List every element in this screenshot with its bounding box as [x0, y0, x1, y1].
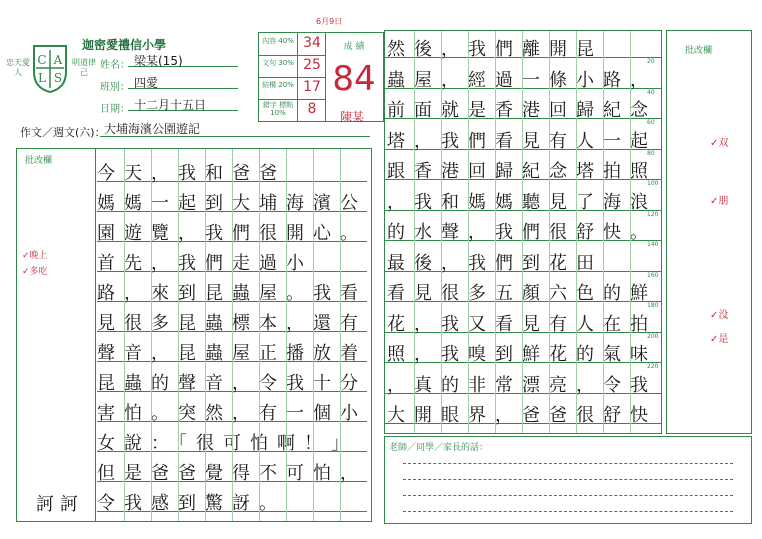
comment-label: 老師／同學／家長的話：	[389, 443, 489, 453]
row-number: 180	[647, 302, 659, 309]
date-stamp-note: 6月9日	[316, 17, 343, 26]
essay-row-right: 照，我嗅到鮮花的氣味	[387, 344, 657, 365]
row-number: 160	[647, 271, 659, 279]
essay-row-right: 大開眼界，爸爸很舒快	[387, 405, 657, 426]
motto-right: 明道律己	[72, 58, 96, 77]
row-number: 60	[647, 119, 655, 126]
row-number: 100	[647, 180, 659, 187]
essay-row-left: 女說：「很可怕啊！」	[97, 433, 358, 454]
essay-row-left: 園遊覽，我們很開心。	[97, 223, 367, 244]
score-table	[258, 32, 384, 122]
essay-row-right: 的水聲，我們很舒快。	[387, 222, 657, 243]
essay-row-left: 害怕。突然，有一個小	[97, 403, 367, 424]
essay-row-right: 塔，我們看見有人一起	[387, 130, 657, 152]
essay-row-right: 花，我又看見有人在拍	[387, 313, 657, 335]
essay-row-left: 路，來到昆蟲屋。我看	[97, 283, 367, 304]
svg-text:A: A	[53, 53, 63, 67]
margin-note-left-2: ✓多吃	[22, 267, 48, 277]
essay-row-right: 跟香港回歸紀念塔拍照	[387, 161, 657, 182]
left-writing-grid	[16, 148, 372, 522]
essay-title: 大埔海濱公園遊記	[104, 122, 201, 136]
essay-type-label: 作文／週文(六)：	[20, 126, 106, 139]
correction-char-2: 訶	[60, 494, 78, 515]
date-label: 日期：	[100, 104, 130, 115]
row-number: 80	[647, 149, 655, 157]
essay-row-left: 昆蟲的聲音，令我十分	[97, 373, 367, 394]
class-label: 班別：	[100, 82, 130, 93]
margin-note-left-1: ✓晚上	[22, 251, 48, 261]
total-score: 84	[332, 59, 376, 99]
essay-row-left: 聲音，昆蟲屋正播放着	[97, 343, 367, 364]
comment-box	[384, 436, 752, 524]
margin-note-right-2: ✓朋	[710, 196, 729, 207]
right-correction-label: 批改欄	[685, 46, 713, 56]
essay-row-left: 但是爸爸覺得不可怕，	[97, 463, 367, 484]
row-number: 220	[647, 363, 659, 370]
essay-row-left: 令我感到驚訝。	[97, 493, 286, 514]
right-correction-column	[666, 30, 752, 434]
correction-char-1: 訶	[36, 494, 54, 515]
svg-text:S: S	[53, 71, 63, 85]
name-value: 梁某(15)	[134, 54, 183, 68]
score-value-sentence: 25	[303, 57, 321, 73]
score-value-content: 34	[303, 35, 321, 51]
score-value-errors: 8	[307, 101, 317, 117]
row-number: 140	[647, 241, 659, 248]
essay-row-right: 蟲屋，經過一條小路，	[387, 69, 657, 91]
class-value: 四愛	[134, 76, 159, 90]
margin-note-right-1: ✓双	[710, 138, 729, 149]
margin-note-right-3: ✓没	[710, 310, 729, 321]
svg-text:C: C	[37, 53, 47, 67]
svg-text:L: L	[38, 71, 46, 85]
essay-row-right: 然後，我們離開昆	[387, 39, 603, 60]
left-correction-label: 批改欄	[25, 156, 53, 166]
row-number: 200	[647, 332, 659, 340]
right-writing-grid	[384, 30, 662, 434]
essay-row-left: 見很多昆蟲標本，還有	[97, 313, 367, 334]
row-number: 40	[647, 88, 655, 96]
essay-row-right: 最後，我們到花田	[387, 252, 603, 274]
essay-row-right: 前面就是香港回歸紀念	[387, 100, 657, 121]
row-number: 120	[647, 210, 659, 218]
row-number: 20	[647, 58, 655, 65]
score-label-content: 內容 40%	[262, 37, 294, 45]
name-label: 姓名：	[100, 60, 130, 71]
total-label: 成 績	[343, 42, 365, 52]
score-value-structure: 17	[303, 79, 321, 95]
essay-row-right: ，真的非常漂亮，令我	[387, 374, 657, 396]
school-logo	[30, 42, 70, 94]
teacher-signature: 陳某	[340, 110, 365, 124]
essay-row-right: ，我和媽媽聽見了海浪	[387, 191, 657, 213]
essay-row-left: 媽媽一起到大埔海濱公	[97, 193, 367, 214]
score-label-structure: 結構 20%	[262, 81, 294, 89]
school-name: 迦密愛禮信小學	[82, 38, 167, 52]
score-label-sentence: 文句 30%	[262, 59, 294, 67]
essay-row-left: 今天，我和爸爸	[97, 163, 286, 184]
essay-row-right: 看見很多五顏六色的鮮	[387, 283, 657, 304]
margin-note-right-4: ✓是	[710, 334, 729, 345]
motto-left: 忠天愛人	[6, 58, 30, 77]
score-label-errors: 錯字 標點 10%	[262, 101, 294, 117]
date-value: 十二月十五日	[134, 98, 207, 112]
essay-row-left: 首先，我們走過小	[97, 253, 313, 274]
